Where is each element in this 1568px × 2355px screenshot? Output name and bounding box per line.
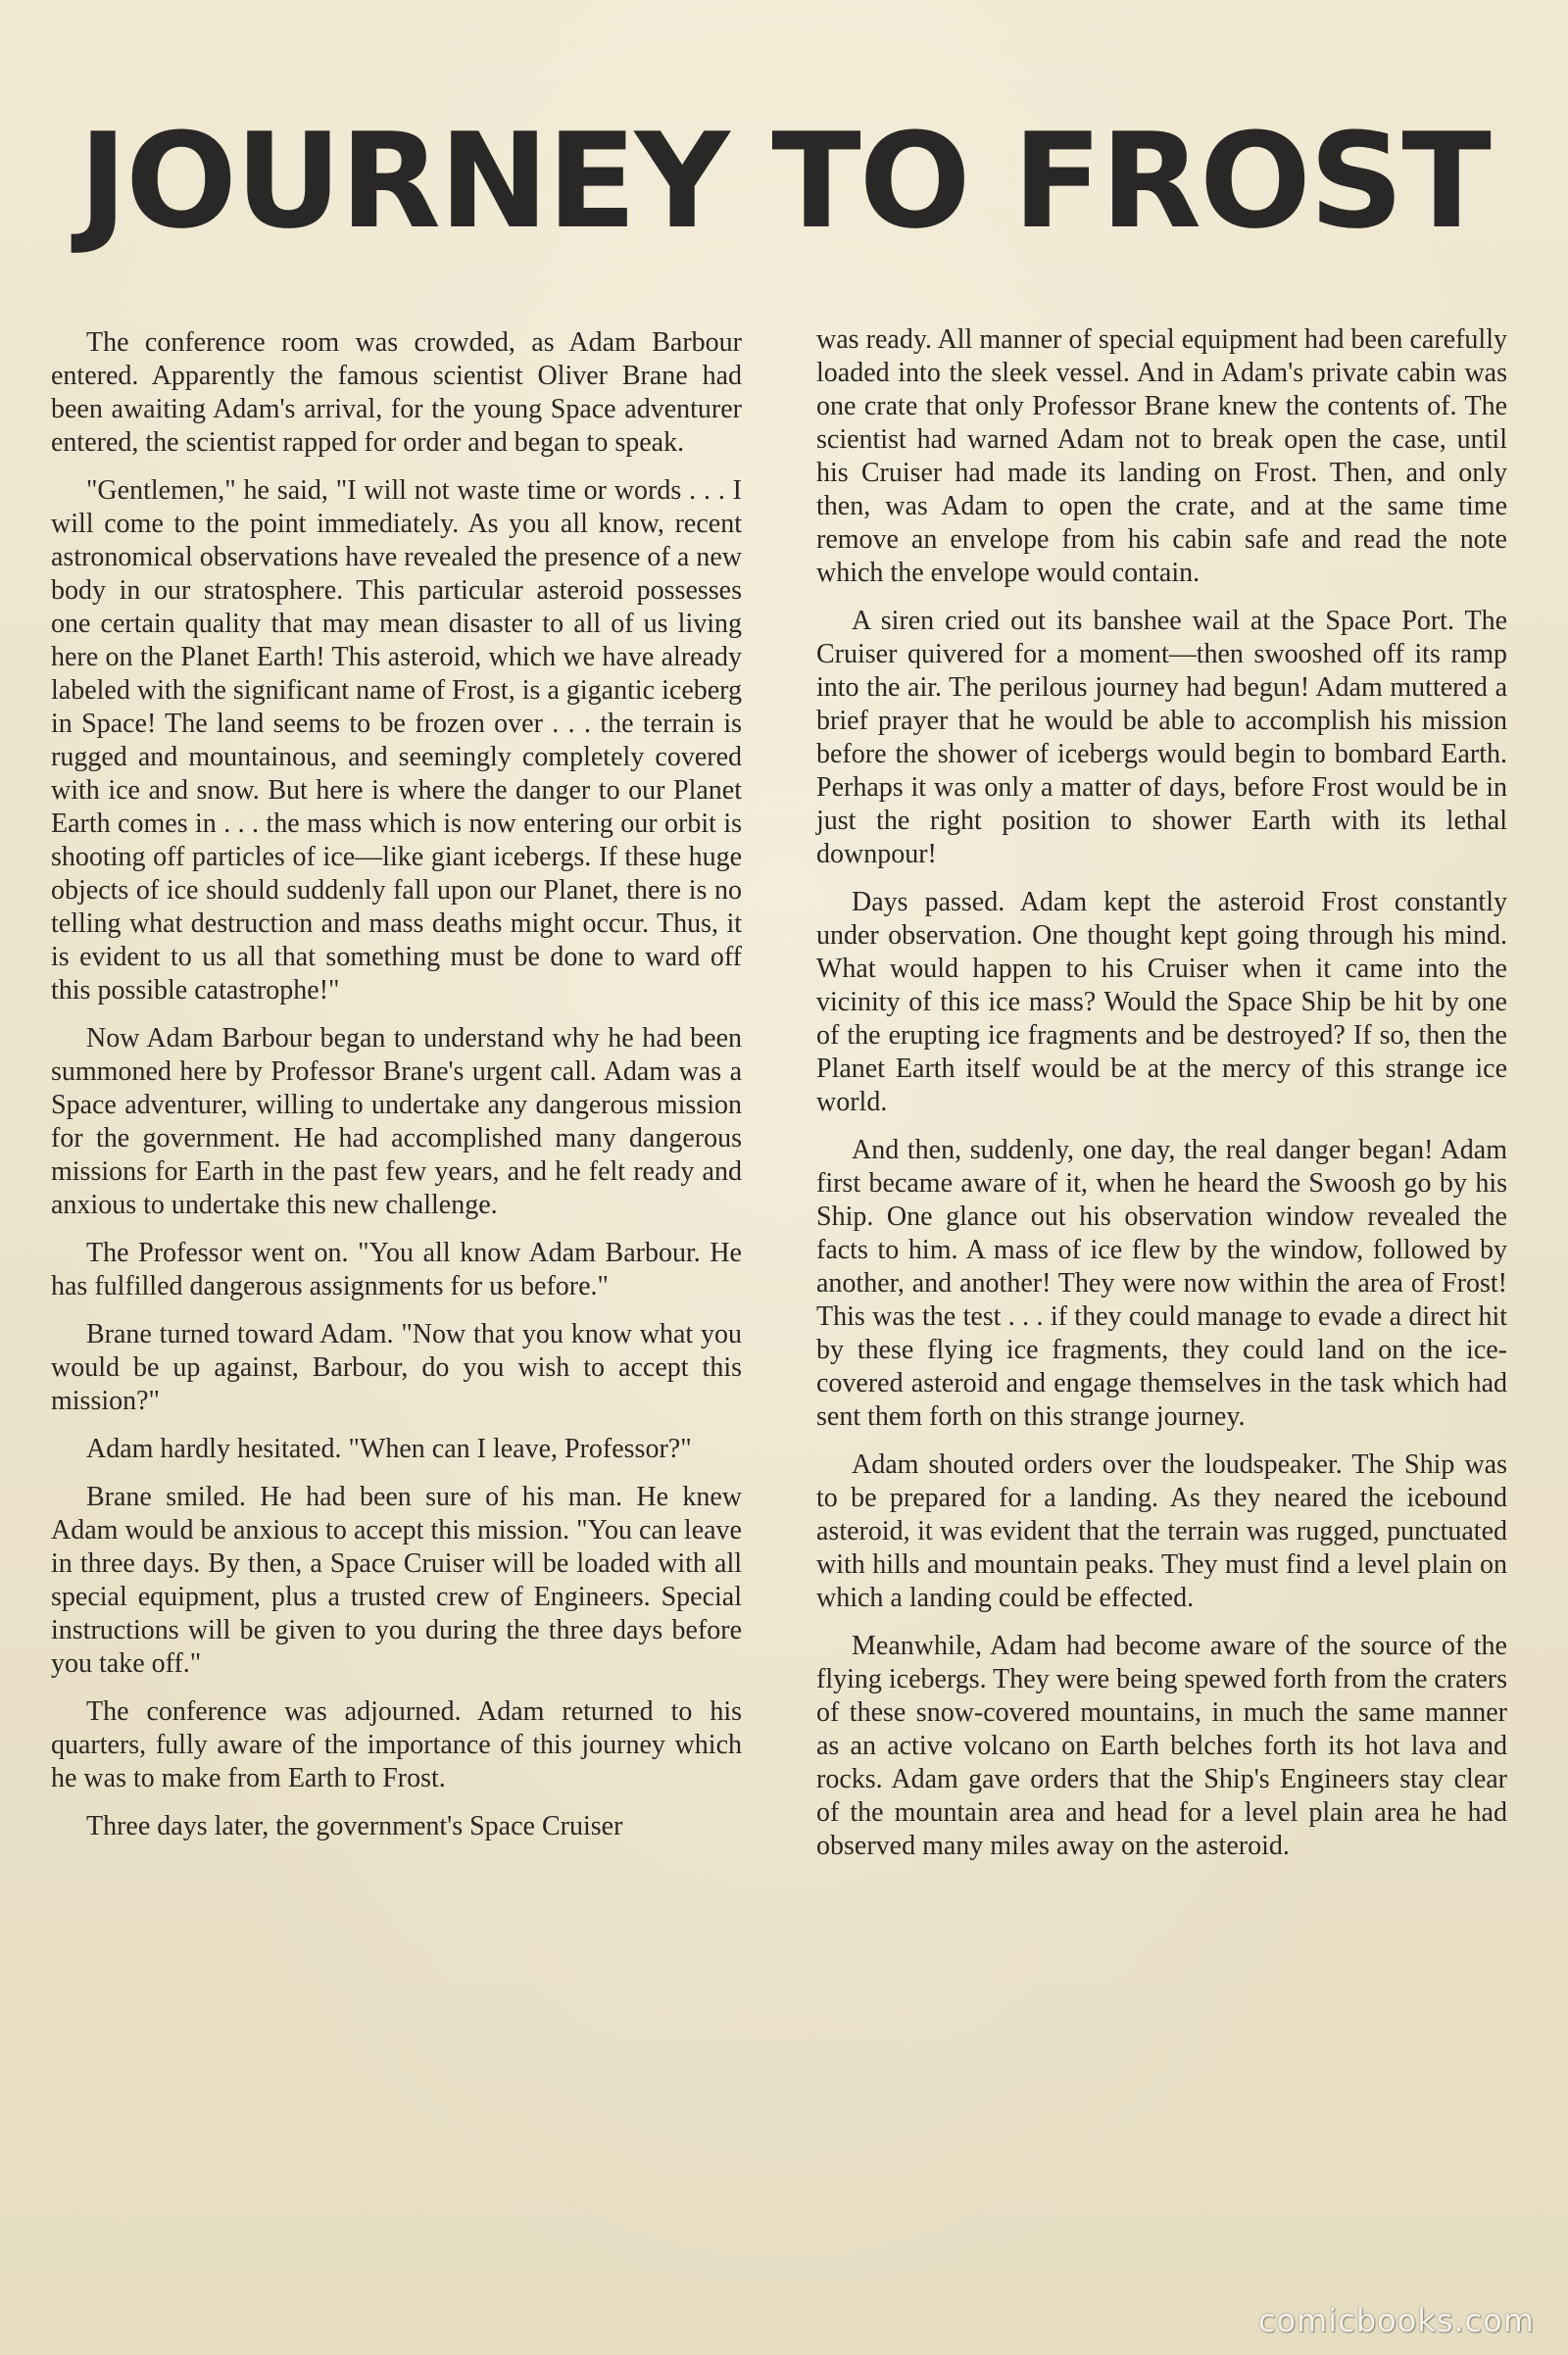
paragraph: Now Adam Barbour began to understand why he had been summoned here by Professor Brane's urgent call. Adam was a Space adventurer, willing to undertake any dangerous mission for the government. He had accomplished many dangerous missions for Earth in the past few years, and he felt ready and anxious to undertake this new challenge. (51, 1023, 742, 1220)
left-text-column (51, 326, 742, 1858)
paragraph: Three days later, the government's Space Cruiser (86, 1811, 623, 1841)
paragraph: Brane turned toward Adam. "Now that you know what you would be up against, Barbour, do you wish to accept this mission?" (51, 1319, 742, 1416)
paragraph-continued: was ready. All manner of special equipment had been carefully loaded into the sleek vessel. And in Adam's private cabin was one crate that only Professor Brane knew the contents of. The scientist had warned Adam not to break open the case, until his Cruiser had made its landing on Frost. Then, and only then, was Adam to open the crate, and at the same time remove an envelope from his cabin safe and read the note which the envelope would contain. (816, 324, 1507, 588)
paragraph: The conference room was crowded, as Adam Barbour entered. Apparently the famous scientist Oliver Brane had been awaiting Adam's arrival, for the young Space adventurer entered, the scientist rapped for order and began to speak. (51, 327, 742, 458)
paragraph: Days passed. Adam kept the asteroid Frost constantly under observation. One thought kept going through his mind. What would happen to his Cruiser when it came into the vicinity of this ice mass? Would the Space Ship be hit by one of the erupting ice fragments and be destroyed? If so, then the Planet Earth itself would be at the mercy of this strange ice world. (816, 887, 1507, 1117)
right-text-column (816, 323, 1507, 1878)
paragraph: The conference was adjourned. Adam returned to his quarters, fully aware of the importance of this journey which he was to make from Earth to Frost. (51, 1696, 742, 1793)
paragraph: "Gentlemen," he said, "I will not waste time or words . . . I will come to the point immediately. As you all know, recent astronomical observations have revealed the presence of a new body in our stratosphere. This particular asteroid possesses one certain quality that may mean disaster to all of us living here on the Planet Earth! This asteroid, which we have already labeled with the significant name of Frost, is a gigantic iceberg in Space! The land seems to be frozen over . . . the terrain is rugged and mountainous, and seemingly completely covered with ice and snow. But here is where the danger to our Planet Earth comes in . . . the mass which is now entering our orbit is shooting off particles of ice—like giant icebergs. If these huge objects of ice should suddenly fall upon our Planet, there is no telling what destruction and mass deaths might occur. Thus, it is evident to us all that something must be done to ward off this possible catastrophe!" (51, 475, 742, 1006)
paragraph: Meanwhile, Adam had become aware of the source of the flying icebergs. They were being spewed forth from the craters of these snow-covered mountains, in much the same manner as an active volcano on Earth belches forth its hot lava and rocks. Adam gave orders that the Ship's Engineers stay clear of the mountain area and head for a level plain area he had observed many miles away on the asteroid. (816, 1631, 1507, 1861)
page-title: JOURNEY TO FROST (78, 105, 1490, 258)
paragraph: The Professor went on. "You all know Adam Barbour. He has fulfilled dangerous assignments for us before." (51, 1238, 742, 1301)
paragraph: And then, suddenly, one day, the real danger began! Adam first became aware of it, when he heard the Swoosh go by his Ship. One glance out his observation window revealed the facts to him. A mass of ice flew by the window, followed by another, and another! They were now within the area of Frost! This was the test . . . if they could manage to evade a direct hit by these flying ice fragments, they could land on the ice-covered asteroid and engage themselves in the task which had sent them forth on this strange journey. (816, 1135, 1507, 1432)
site-watermark: comicbooks.com (1257, 2302, 1535, 2339)
paragraph: Brane smiled. He had been sure of his man. He knew Adam would be anxious to accept this mission. "You can leave in three days. By then, a Space Cruiser will be loaded with all special equipment, plus a trusted crew of Engineers. Special instructions will be given to you during the three days before you take off." (51, 1482, 742, 1679)
paragraph: Adam shouted orders over the loudspeaker. The Ship was to be prepared for a landing. As they neared the icebound asteroid, it was evident that the terrain was rugged, punctuated with hills and mountain peaks. They must find a level plain on which a landing could be effected. (816, 1449, 1507, 1613)
paragraph: A siren cried out its banshee wail at the Space Port. The Cruiser quivered for a moment—then swooshed off its ramp into the air. The perilous journey had begun! Adam muttered a brief prayer that he would be able to accomplish his mission before the shower of icebergs would begin to bombard Earth. Perhaps it was only a matter of days, before Frost would be in just the right position to shower Earth with its lethal downpour! (816, 606, 1507, 869)
paragraph: Adam hardly hesitated. "When can I leave, Professor?" (86, 1434, 692, 1464)
